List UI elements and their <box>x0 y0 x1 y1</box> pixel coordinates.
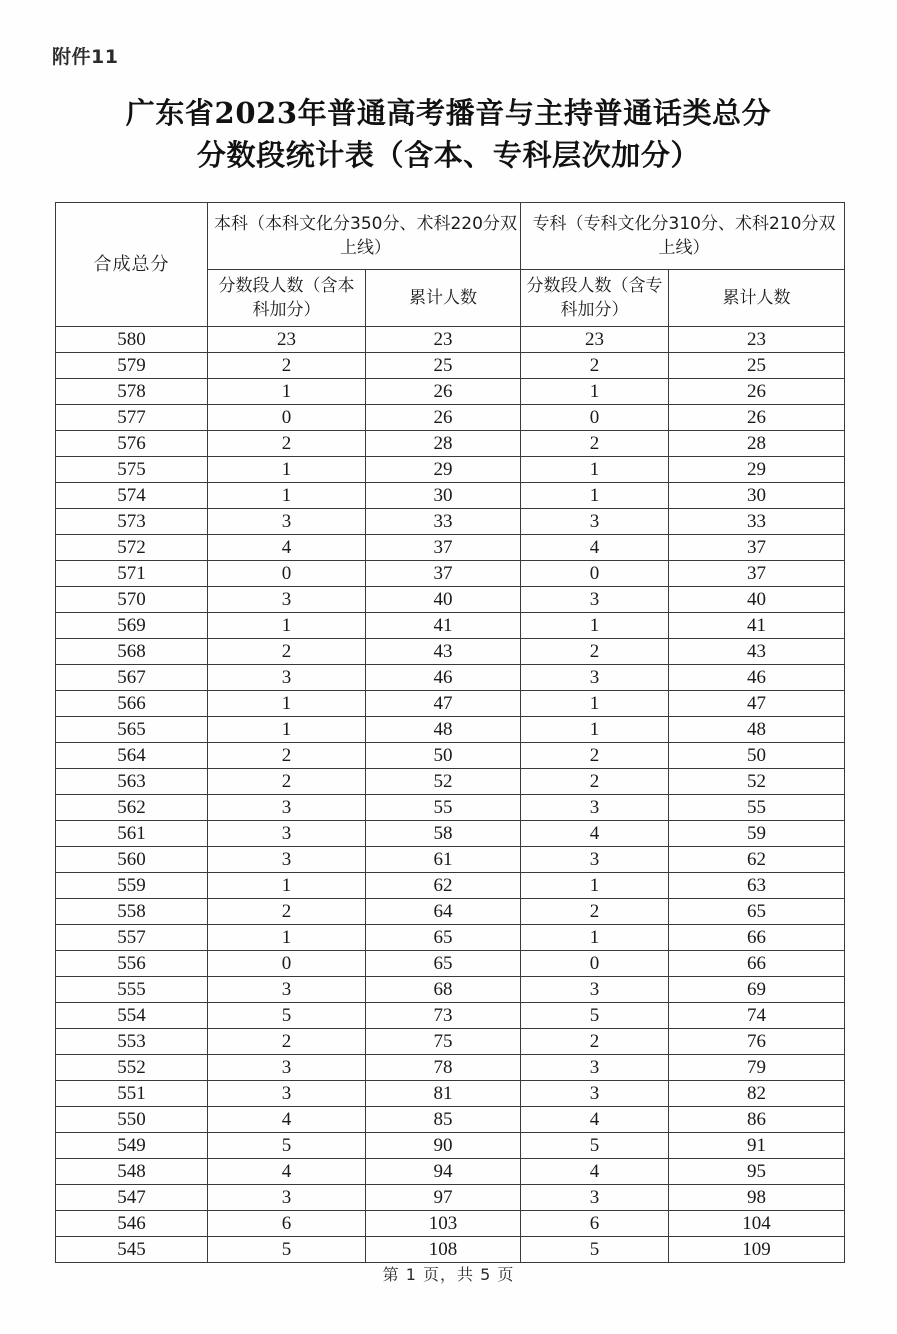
cell-score: 552 <box>56 1055 208 1081</box>
cell-undergrad-cumulative: 62 <box>366 873 521 899</box>
cell-score: 577 <box>56 405 208 431</box>
title-line-2: 分数段统计表（含本、专科层次加分） <box>196 138 701 172</box>
cell-vocational-segment: 5 <box>521 1133 669 1159</box>
cell-vocational-cumulative: 47 <box>669 691 845 717</box>
cell-vocational-cumulative: 104 <box>669 1211 845 1237</box>
cell-undergrad-segment: 6 <box>208 1211 366 1237</box>
cell-vocational-cumulative: 69 <box>669 977 845 1003</box>
table-row <box>56 925 845 951</box>
cell-undergrad-cumulative: 48 <box>366 717 521 743</box>
cell-vocational-cumulative: 76 <box>669 1029 845 1055</box>
cell-vocational-cumulative: 25 <box>669 353 845 379</box>
cell-vocational-cumulative: 63 <box>669 873 845 899</box>
cell-vocational-cumulative: 37 <box>669 535 845 561</box>
table-row <box>56 1211 845 1237</box>
cell-vocational-cumulative: 37 <box>669 561 845 587</box>
cell-score: 567 <box>56 665 208 691</box>
cell-undergrad-segment: 1 <box>208 457 366 483</box>
cell-vocational-segment: 23 <box>521 327 669 353</box>
table-row <box>56 769 845 795</box>
cell-undergrad-cumulative: 43 <box>366 639 521 665</box>
cell-undergrad-cumulative: 46 <box>366 665 521 691</box>
cell-score: 557 <box>56 925 208 951</box>
cell-undergrad-segment: 5 <box>208 1237 366 1263</box>
cell-undergrad-cumulative: 55 <box>366 795 521 821</box>
table-row <box>56 795 845 821</box>
cell-vocational-cumulative: 86 <box>669 1107 845 1133</box>
cell-undergrad-segment: 2 <box>208 899 366 925</box>
cell-score: 565 <box>56 717 208 743</box>
cell-score: 558 <box>56 899 208 925</box>
cell-score: 563 <box>56 769 208 795</box>
table-row <box>56 379 845 405</box>
cell-undergrad-cumulative: 30 <box>366 483 521 509</box>
table-row <box>56 1055 845 1081</box>
cell-vocational-segment: 4 <box>521 821 669 847</box>
cell-undergrad-segment: 2 <box>208 353 366 379</box>
cell-undergrad-segment: 1 <box>208 873 366 899</box>
cell-vocational-segment: 1 <box>521 691 669 717</box>
header-total-score: 合成总分 <box>56 203 208 327</box>
cell-score: 564 <box>56 743 208 769</box>
page-title <box>0 92 897 176</box>
cell-undergrad-segment: 3 <box>208 665 366 691</box>
cell-vocational-segment: 3 <box>521 977 669 1003</box>
cell-undergrad-cumulative: 85 <box>366 1107 521 1133</box>
cell-vocational-segment: 6 <box>521 1211 669 1237</box>
cell-score: 568 <box>56 639 208 665</box>
cell-undergrad-cumulative: 37 <box>366 561 521 587</box>
cell-score: 576 <box>56 431 208 457</box>
cell-score: 569 <box>56 613 208 639</box>
cell-undergrad-segment: 0 <box>208 561 366 587</box>
cell-score: 573 <box>56 509 208 535</box>
cell-vocational-segment: 2 <box>521 899 669 925</box>
cell-score: 574 <box>56 483 208 509</box>
cell-vocational-segment: 1 <box>521 925 669 951</box>
cell-undergrad-cumulative: 78 <box>366 1055 521 1081</box>
header-group-vocational: 专科（专科文化分310分、术科210分双上线） <box>521 203 845 270</box>
cell-undergrad-cumulative: 61 <box>366 847 521 873</box>
table-row <box>56 613 845 639</box>
cell-score: 547 <box>56 1185 208 1211</box>
cell-score: 560 <box>56 847 208 873</box>
table-row <box>56 873 845 899</box>
cell-undergrad-segment: 5 <box>208 1133 366 1159</box>
cell-undergrad-cumulative: 52 <box>366 769 521 795</box>
cell-undergrad-segment: 2 <box>208 639 366 665</box>
cell-undergrad-segment: 1 <box>208 691 366 717</box>
table-row <box>56 821 845 847</box>
header-vocational-cumulative: 累计人数 <box>669 270 845 327</box>
table-row <box>56 639 845 665</box>
table-row <box>56 1159 845 1185</box>
cell-vocational-segment: 3 <box>521 795 669 821</box>
cell-vocational-cumulative: 74 <box>669 1003 845 1029</box>
cell-vocational-segment: 3 <box>521 1081 669 1107</box>
cell-score: 554 <box>56 1003 208 1029</box>
cell-score: 562 <box>56 795 208 821</box>
cell-score: 545 <box>56 1237 208 1263</box>
cell-undergrad-cumulative: 103 <box>366 1211 521 1237</box>
cell-vocational-segment: 0 <box>521 561 669 587</box>
cell-undergrad-segment: 3 <box>208 1055 366 1081</box>
cell-undergrad-segment: 2 <box>208 1029 366 1055</box>
cell-undergrad-segment: 1 <box>208 925 366 951</box>
cell-undergrad-segment: 4 <box>208 1107 366 1133</box>
table-row <box>56 1107 845 1133</box>
cell-score: 548 <box>56 1159 208 1185</box>
table-row <box>56 1185 845 1211</box>
cell-vocational-segment: 1 <box>521 483 669 509</box>
cell-undergrad-cumulative: 73 <box>366 1003 521 1029</box>
cell-vocational-segment: 3 <box>521 1185 669 1211</box>
cell-undergrad-segment: 3 <box>208 587 366 613</box>
cell-vocational-cumulative: 52 <box>669 769 845 795</box>
cell-vocational-cumulative: 28 <box>669 431 845 457</box>
cell-vocational-cumulative: 46 <box>669 665 845 691</box>
table-row <box>56 561 845 587</box>
cell-vocational-cumulative: 66 <box>669 925 845 951</box>
cell-score: 579 <box>56 353 208 379</box>
table-row <box>56 665 845 691</box>
cell-undergrad-cumulative: 28 <box>366 431 521 457</box>
table-row <box>56 691 845 717</box>
cell-vocational-segment: 2 <box>521 353 669 379</box>
cell-vocational-cumulative: 43 <box>669 639 845 665</box>
cell-undergrad-segment: 3 <box>208 1185 366 1211</box>
table-row <box>56 431 845 457</box>
cell-undergrad-cumulative: 33 <box>366 509 521 535</box>
cell-undergrad-cumulative: 29 <box>366 457 521 483</box>
table-row <box>56 899 845 925</box>
cell-undergrad-cumulative: 47 <box>366 691 521 717</box>
cell-undergrad-segment: 23 <box>208 327 366 353</box>
cell-undergrad-segment: 2 <box>208 743 366 769</box>
table-row <box>56 353 845 379</box>
table-row <box>56 1133 845 1159</box>
cell-undergrad-cumulative: 41 <box>366 613 521 639</box>
cell-undergrad-cumulative: 65 <box>366 925 521 951</box>
cell-undergrad-segment: 1 <box>208 613 366 639</box>
cell-vocational-segment: 3 <box>521 847 669 873</box>
cell-undergrad-cumulative: 97 <box>366 1185 521 1211</box>
cell-undergrad-segment: 2 <box>208 769 366 795</box>
table-row <box>56 509 845 535</box>
cell-vocational-cumulative: 26 <box>669 379 845 405</box>
cell-vocational-segment: 3 <box>521 509 669 535</box>
cell-undergrad-segment: 3 <box>208 821 366 847</box>
cell-vocational-segment: 5 <box>521 1237 669 1263</box>
cell-vocational-cumulative: 30 <box>669 483 845 509</box>
table-row <box>56 327 845 353</box>
cell-vocational-cumulative: 40 <box>669 587 845 613</box>
cell-vocational-cumulative: 50 <box>669 743 845 769</box>
cell-vocational-cumulative: 62 <box>669 847 845 873</box>
table-row <box>56 847 845 873</box>
cell-score: 550 <box>56 1107 208 1133</box>
cell-vocational-cumulative: 82 <box>669 1081 845 1107</box>
cell-vocational-segment: 4 <box>521 1107 669 1133</box>
cell-vocational-segment: 1 <box>521 457 669 483</box>
cell-undergrad-cumulative: 26 <box>366 405 521 431</box>
cell-undergrad-cumulative: 108 <box>366 1237 521 1263</box>
cell-undergrad-segment: 2 <box>208 431 366 457</box>
cell-undergrad-segment: 1 <box>208 483 366 509</box>
cell-score: 575 <box>56 457 208 483</box>
table-row <box>56 535 845 561</box>
cell-undergrad-segment: 5 <box>208 1003 366 1029</box>
cell-vocational-segment: 5 <box>521 1003 669 1029</box>
cell-vocational-segment: 0 <box>521 405 669 431</box>
cell-undergrad-segment: 1 <box>208 717 366 743</box>
table-row <box>56 1003 845 1029</box>
cell-vocational-segment: 2 <box>521 743 669 769</box>
header-undergrad-cumulative: 累计人数 <box>366 270 521 327</box>
cell-undergrad-cumulative: 81 <box>366 1081 521 1107</box>
cell-vocational-segment: 2 <box>521 769 669 795</box>
cell-undergrad-segment: 0 <box>208 405 366 431</box>
cell-undergrad-cumulative: 40 <box>366 587 521 613</box>
cell-undergrad-segment: 4 <box>208 535 366 561</box>
cell-vocational-cumulative: 55 <box>669 795 845 821</box>
cell-vocational-cumulative: 59 <box>669 821 845 847</box>
cell-vocational-segment: 1 <box>521 379 669 405</box>
cell-undergrad-segment: 3 <box>208 847 366 873</box>
cell-vocational-segment: 2 <box>521 1029 669 1055</box>
table-header-row-group <box>56 203 845 270</box>
cell-score: 570 <box>56 587 208 613</box>
page-footer: 第 1 页，共 5 页 <box>382 1265 515 1284</box>
cell-score: 571 <box>56 561 208 587</box>
cell-vocational-segment: 4 <box>521 1159 669 1185</box>
score-table-container <box>55 202 844 1263</box>
cell-score: 561 <box>56 821 208 847</box>
cell-undergrad-segment: 3 <box>208 795 366 821</box>
cell-undergrad-segment: 3 <box>208 977 366 1003</box>
cell-undergrad-cumulative: 64 <box>366 899 521 925</box>
cell-vocational-cumulative: 98 <box>669 1185 845 1211</box>
cell-score: 572 <box>56 535 208 561</box>
cell-vocational-cumulative: 23 <box>669 327 845 353</box>
table-body <box>56 327 845 1263</box>
cell-vocational-cumulative: 26 <box>669 405 845 431</box>
cell-undergrad-cumulative: 23 <box>366 327 521 353</box>
cell-vocational-segment: 0 <box>521 951 669 977</box>
cell-vocational-segment: 3 <box>521 1055 669 1081</box>
cell-vocational-segment: 3 <box>521 665 669 691</box>
cell-undergrad-segment: 4 <box>208 1159 366 1185</box>
table-row <box>56 405 845 431</box>
cell-vocational-cumulative: 41 <box>669 613 845 639</box>
cell-undergrad-segment: 1 <box>208 379 366 405</box>
cell-undergrad-cumulative: 90 <box>366 1133 521 1159</box>
cell-undergrad-segment: 3 <box>208 509 366 535</box>
attachment-label: 附件11 <box>52 46 119 68</box>
cell-undergrad-segment: 0 <box>208 951 366 977</box>
cell-score: 553 <box>56 1029 208 1055</box>
cell-undergrad-cumulative: 65 <box>366 951 521 977</box>
cell-vocational-cumulative: 65 <box>669 899 845 925</box>
cell-vocational-segment: 1 <box>521 717 669 743</box>
cell-score: 555 <box>56 977 208 1003</box>
cell-vocational-segment: 1 <box>521 613 669 639</box>
cell-vocational-segment: 4 <box>521 535 669 561</box>
cell-score: 580 <box>56 327 208 353</box>
cell-vocational-segment: 3 <box>521 587 669 613</box>
cell-undergrad-cumulative: 26 <box>366 379 521 405</box>
cell-vocational-cumulative: 48 <box>669 717 845 743</box>
cell-score: 556 <box>56 951 208 977</box>
cell-undergrad-cumulative: 58 <box>366 821 521 847</box>
table-row <box>56 951 845 977</box>
table-row <box>56 743 845 769</box>
cell-vocational-cumulative: 29 <box>669 457 845 483</box>
cell-undergrad-cumulative: 37 <box>366 535 521 561</box>
cell-score: 546 <box>56 1211 208 1237</box>
header-undergrad-segment-count: 分数段人数（含本科加分） <box>208 270 366 327</box>
cell-undergrad-cumulative: 68 <box>366 977 521 1003</box>
title-line-1: 广东省2023年普通高考播音与主持普通话类总分 <box>125 96 772 130</box>
cell-score: 549 <box>56 1133 208 1159</box>
cell-vocational-cumulative: 79 <box>669 1055 845 1081</box>
cell-undergrad-segment: 3 <box>208 1081 366 1107</box>
cell-vocational-cumulative: 66 <box>669 951 845 977</box>
cell-undergrad-cumulative: 94 <box>366 1159 521 1185</box>
cell-vocational-cumulative: 91 <box>669 1133 845 1159</box>
cell-vocational-segment: 2 <box>521 431 669 457</box>
table-row <box>56 587 845 613</box>
table-row <box>56 1029 845 1055</box>
table-row <box>56 977 845 1003</box>
cell-vocational-segment: 2 <box>521 639 669 665</box>
table-row <box>56 457 845 483</box>
cell-vocational-segment: 1 <box>521 873 669 899</box>
score-distribution-table <box>55 202 845 1263</box>
table-row <box>56 1237 845 1263</box>
cell-score: 578 <box>56 379 208 405</box>
cell-undergrad-cumulative: 50 <box>366 743 521 769</box>
cell-score: 566 <box>56 691 208 717</box>
cell-undergrad-cumulative: 25 <box>366 353 521 379</box>
cell-score: 551 <box>56 1081 208 1107</box>
cell-vocational-cumulative: 109 <box>669 1237 845 1263</box>
cell-vocational-cumulative: 33 <box>669 509 845 535</box>
cell-undergrad-cumulative: 75 <box>366 1029 521 1055</box>
table-head <box>56 203 845 327</box>
header-vocational-segment-count: 分数段人数（含专科加分） <box>521 270 669 327</box>
header-group-undergraduate: 本科（本科文化分350分、术科220分双上线） <box>208 203 521 270</box>
table-row <box>56 483 845 509</box>
cell-score: 559 <box>56 873 208 899</box>
table-row <box>56 717 845 743</box>
table-row <box>56 1081 845 1107</box>
cell-vocational-cumulative: 95 <box>669 1159 845 1185</box>
